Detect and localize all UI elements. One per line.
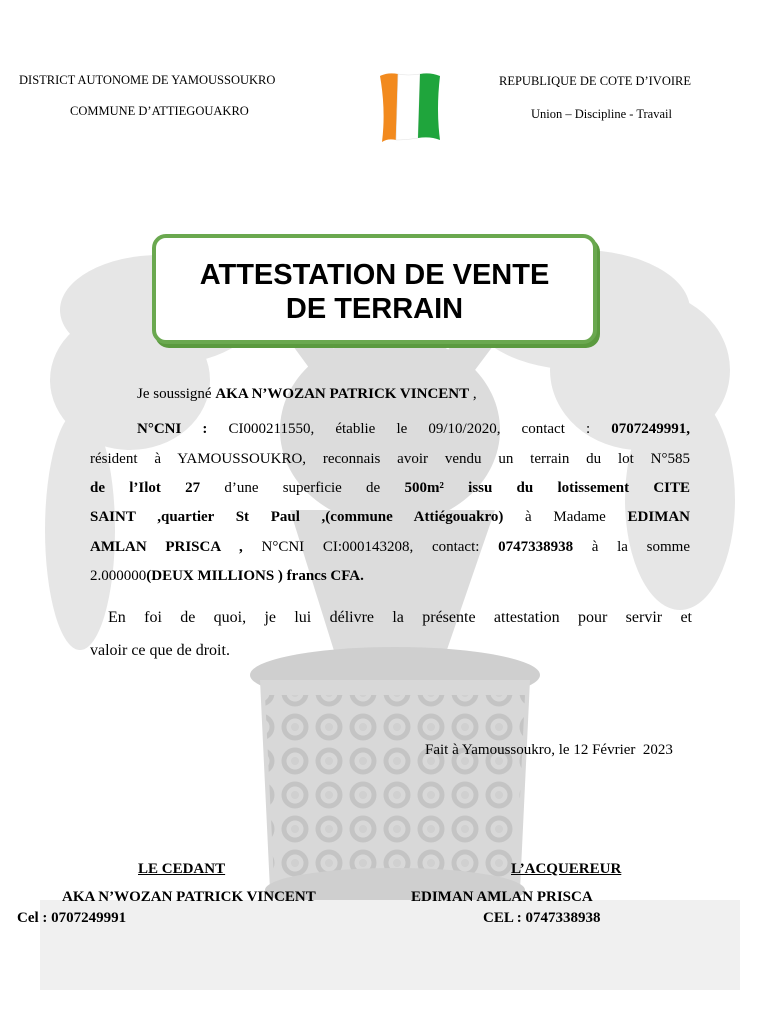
seller-heading: LE CEDANT: [138, 861, 226, 877]
price-line: [90, 568, 364, 585]
buyer-phone: CEL : 0747338938: [483, 910, 601, 926]
price-words: (DEUX MILLIONS ) francs CFA.: [146, 568, 364, 584]
buyer-heading: L’ACQUEREUR: [511, 861, 622, 877]
price-intro: à la somme: [591, 539, 690, 555]
buyer-contact-inline: 0747338938: [498, 539, 574, 555]
seller-phone: Cel : 0707249991: [17, 910, 127, 926]
superficie-text: d’une superficie de: [224, 480, 381, 496]
intro-text: Je soussigné: [137, 386, 216, 402]
buyer-cni-value: CI:000143208, contact:: [322, 539, 480, 555]
commune-label: COMMUNE D’ATTIEGOUAKRO: [70, 104, 249, 118]
buyer-cni-label: N°CNI: [261, 539, 305, 555]
motto-label: Union – Discipline - Travail: [531, 107, 672, 121]
buyer-surname-inline: EDIMAN: [627, 509, 691, 525]
price-amount: 2.000000: [90, 568, 147, 584]
area-text: 500m² issu du lotissement CITE: [404, 480, 691, 496]
seller-name: AKA N’WOZAN PATRICK VINCENT: [62, 889, 316, 905]
intro-suffix: ,: [469, 386, 477, 402]
lot-line: [90, 480, 690, 497]
document-title-line1: ATTESTATION DE VENTE: [199, 259, 550, 291]
district-label: DISTRICT AUTONOME DE YAMOUSSOUKRO: [19, 73, 276, 87]
title-box: [152, 234, 597, 344]
seller-name-inline: AKA N’WOZAN PATRICK VINCENT: [215, 386, 470, 402]
cni-label: N°CNI :: [137, 421, 208, 437]
cni-value: CI000211550,: [228, 421, 315, 437]
location-line: [90, 509, 690, 526]
republic-label: REPUBLIQUE DE COTE D’IVOIRE: [499, 74, 691, 88]
cni-line: [137, 421, 690, 438]
location-text: SAINT ,quartier St Paul ,(commune Attiégouakro): [90, 509, 504, 525]
closing-line1: En foi de quoi, je lui délivre la présente attestation pour servir et: [108, 609, 692, 626]
ilot-text: de l’Ilot 27: [90, 480, 201, 496]
buyer-name: EDIMAN AMLAN PRISCA: [411, 889, 593, 905]
resident-line: résident à YAMOUSSOUKRO, reconnais avoir vendu un terrain du lot N°585: [90, 451, 690, 467]
document-title-line2: DE TERRAIN: [285, 293, 464, 325]
seller-contact: 0707249991,: [611, 421, 690, 437]
closing-line2: valoir ce que de droit.: [90, 642, 230, 659]
cni-issued: établie le 09/10/2020, contact :: [335, 421, 591, 437]
madame-text: à Madame: [525, 509, 606, 525]
place-date: Fait à Yamoussoukro, le 12 Février 2023: [425, 742, 673, 758]
buyer-line: [90, 539, 690, 556]
cote-divoire-flag-icon: [374, 70, 446, 148]
buyer-name-inline: AMLAN PRISCA ,: [90, 539, 243, 555]
declaration-intro: [137, 386, 477, 403]
